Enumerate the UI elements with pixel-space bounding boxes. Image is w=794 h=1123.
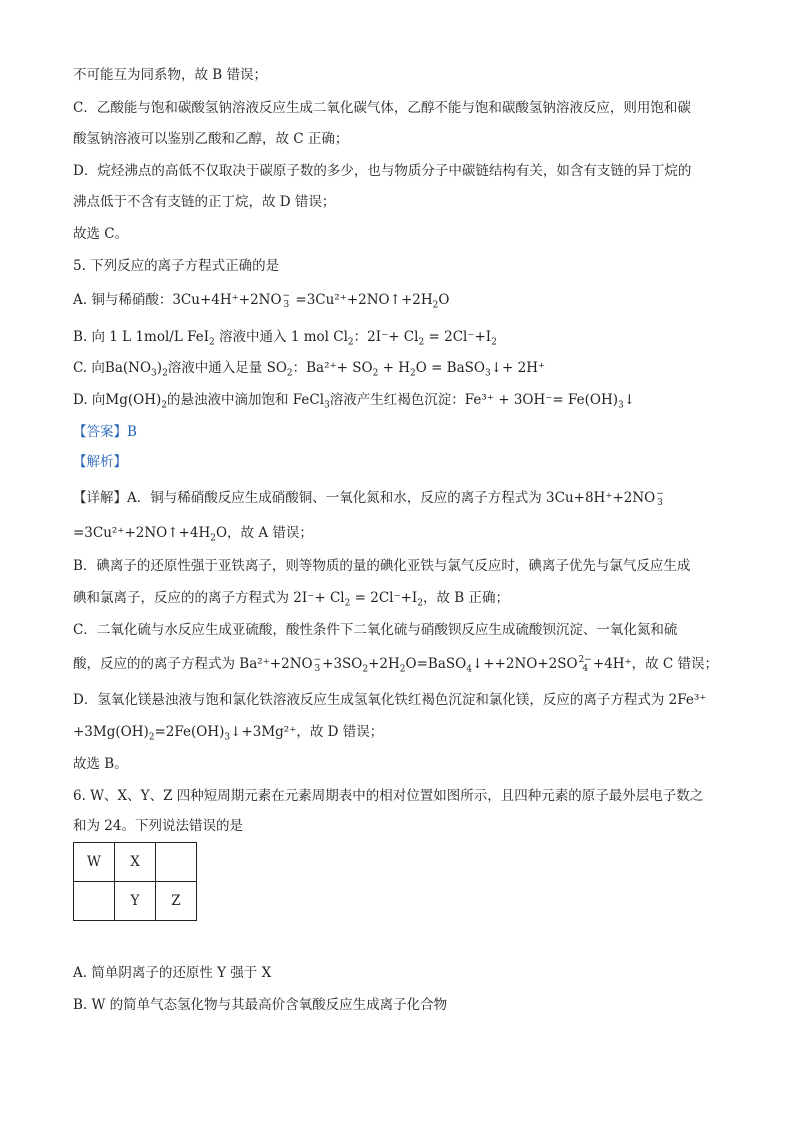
q6-option-a: A. 简单阴离子的还原性 Y 强于 X [73,965,272,981]
periodic-table-fragment [73,842,197,921]
detail-b-line2: 碘和氯离子，反应的的离子方程式为 $2I^-+ Cl_2 = 2Cl^-+I_2$，故 B 正确； [73,590,509,609]
detail-a-line1: 【详解】A．铜与稀硝酸反应生成硝酸铜、一氧化氮和水，反应的离子方程式为 3Cu+8H⁺+2NO − 3 [73,488,664,508]
detail-b-line1: B．碘离子的还原性强于亚铁离子，则等物质的量的碘化亚铁与氯气反应时，碘离子优先与氯气反应生成 [73,558,691,574]
table-cell: Y [115,882,156,921]
detail-a-line2: $=3Cu^{2+}+2NO↑+4H_2O$，故 A 错误； [73,525,313,544]
q5-option-b: B. 向 1 L 1mol/L FeI$_2$ 溶液中通入 1 mol $Cl_2$：$2I^-+ Cl_2 = 2Cl^-+I_2$ [73,329,497,348]
detail-d-line2: $+3Mg(OH)_2=2Fe(OH)_3↓+3Mg^{2+}$，故 D 错误； [73,724,384,743]
detail-conclusion: 故选 B。 [73,756,128,772]
question-6-stem-line1: 6. W、X、Y、Z 四种短周期元素在元素周期表中的相对位置如图所示，且四种元素的原子最外层电子数之 [73,788,704,804]
table-cell [156,843,197,882]
question-5-stem: 5. 下列反应的离子方程式正确的是 [73,258,280,274]
text-line: C．乙酸能与饱和碳酸氢钠溶液反应生成二氧化碳气体，乙醇不能与饱和碳酸氢钠溶液反应，则用饱和碳 [73,100,691,116]
table-cell: X [115,843,156,882]
q6-option-b: B. W 的简单气态氢化物与其最高价含氧酸反应生成离子化合物 [73,997,448,1013]
table-row [74,843,197,882]
table-cell: W [74,843,115,882]
detail-c-line2: 酸，反应的的离子方程式为 Ba²⁺+2NO − 3 $+3SO_2+2H_2O=BaSO_4↓++2NO+2SO$ 2− 4 +4H⁺，故 C 错误； [73,654,719,675]
text-line: 故选 C。 [73,226,129,242]
q5-option-c: C. 向$Ba(NO_3)_2$溶液中通入足量 $SO_2$：$Ba^{2+}+ SO_2 + H_2O$ = BaSO$_3$↓+ 2H⁺ [73,360,546,379]
table-row [74,882,197,921]
answer-label: 【答案】B [73,424,137,440]
table-cell [74,882,115,921]
text-line: 沸点低于不含有支链的正丁烷，故 D 错误； [73,194,336,210]
text-line: 不可能互为同系物，故 B 错误； [73,67,268,83]
analysis-heading: 【解析】 [73,454,127,470]
detail-c-line1: C．二氧化硫与水反应生成亚硫酸，酸性条件下二氧化硫与硝酸钡反应生成硫酸钡沉淀、一氧化氮和硫 [73,622,678,638]
table-cell: Z [156,882,197,921]
text-line: 酸氢钠溶液可以鉴别乙酸和乙醇，故 C 正确； [73,131,349,147]
detail-d-line1: D．氢氧化镁悬浊液与饱和氯化铁溶液反应生成氢氧化铁红褐色沉淀和氯化镁，反应的离子方程式为 2Fe³⁺ [73,692,707,708]
q5-option-a: A. 铜与稀硝酸：3Cu+4H⁺+2NO − 3 $=3Cu^{2+}+2NO↑+2H_2O$ [73,290,450,311]
question-6-stem-line2: 和为 24。下列说法错误的是 [73,818,243,834]
q5-option-d: D. 向$Mg(OH)_2$的悬浊液中滴加饱和 FeCl$_3$溶液产生红褐色沉淀：$Fe^{3+} + 3OH^-= Fe(OH)_3↓$ [73,392,636,411]
text-line: D．烷烃沸点的高低不仅取决于碳原子数的多少，也与物质分子中碳链结构有关，如含有支链的异丁烷的 [73,163,692,179]
